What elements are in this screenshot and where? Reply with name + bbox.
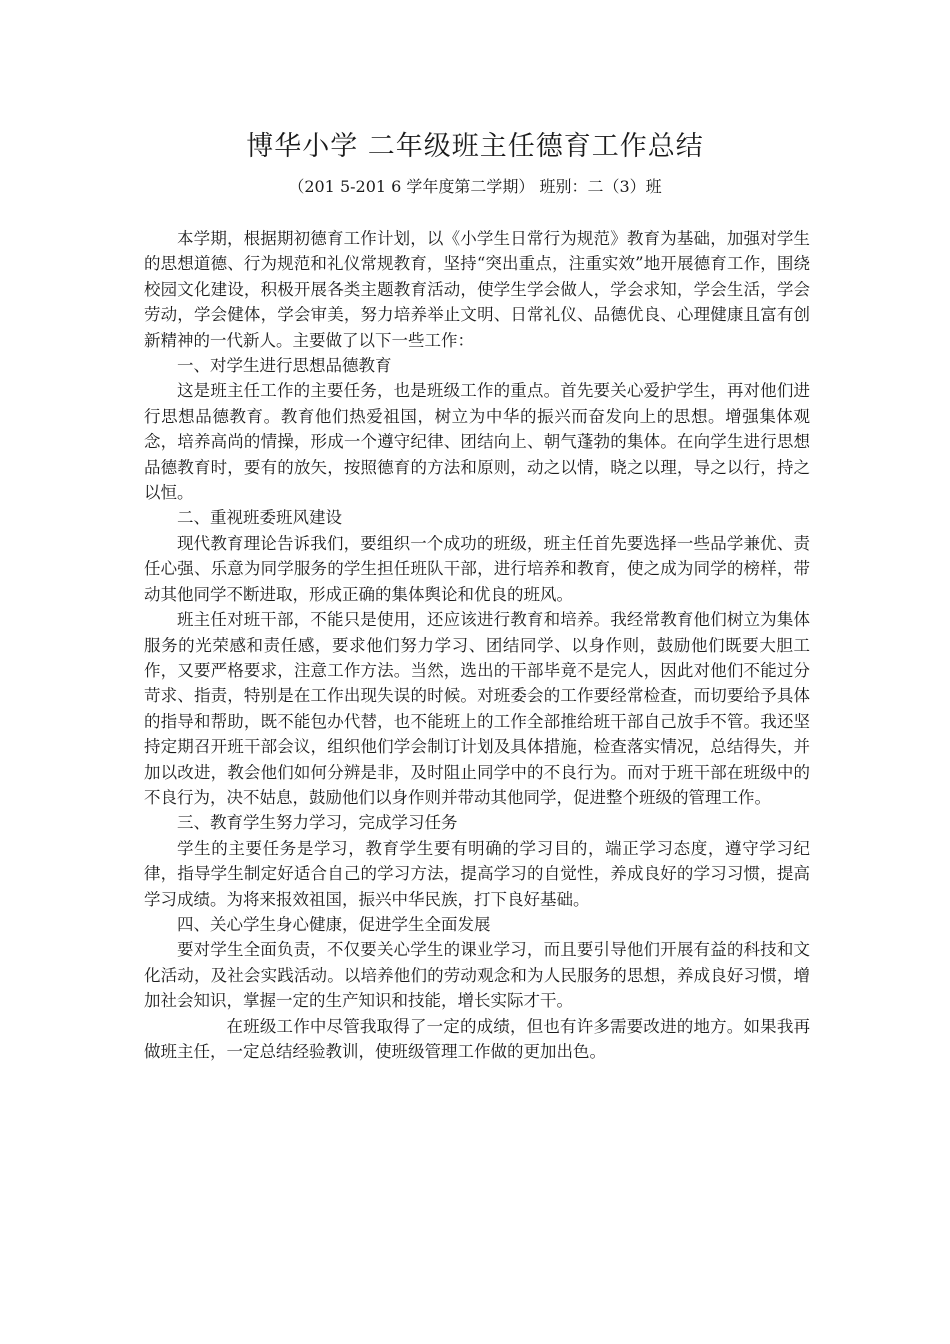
section-paragraph: 这是班主任工作的主要任务，也是班级工作的重点。首先要关心爱护学生，再对他们进行思想品德教育。教育他们热爱祖国，树立为中华的振兴而奋发向上的思想。增强集体观念，培养高尚的情操，形成一个遵守纪律、团结向上、朝气蓬勃的集体。在向学生进行思想品德教育时，要有的放矢，按照德育的方法和原则，动之以情，晓之以理，导之以行，持之以恒。: [144, 381, 810, 503]
document-title: 博华小学 二年级班主任德育工作总结: [246, 131, 704, 162]
section-paragraph: 现代教育理论告诉我们，要组织一个成功的班级，班主任首先要选择一些品学兼优、责任心强、乐意为同学服务的学生担任班队干部，进行培养和教育，使之成为同学的榜样，带动其他同学不断进取，形成正确的集体舆论和优良的班风。: [144, 533, 810, 604]
document-body: [144, 226, 810, 1064]
section-paragraph: 学生的主要任务是学习，教育学生要有明确的学习目的，端正学习态度，遵守学习纪律，指导学生制定好适合自己的学习方法，提高学习的自觉性，养成良好的学习习惯，提高学习成绩。为将来报效祖国，振兴中华民族，打下良好基础。: [144, 838, 810, 909]
section-heading: 一、对学生进行思想品德教育: [177, 356, 392, 376]
section-paragraph: 班主任对班干部，不能只是使用，还应该进行教育和培养。我经常教育他们树立为集体服务的光荣感和责任感，要求他们努力学习、团结同学、以身作则，鼓励他们既要大胆工作，又要严格要求，注意工作方法。当然，选出的干部毕竟不是完人，因此对他们不能过分苛求、指责，特别是在工作出现失误的时候。对班委会的工作要经常检查，而切要给予具体的指导和帮助，既不能包办代替，也不能班上的工作全部推给班干部自己放手不管。我还坚持定期召开班干部会议，组织他们学会制订计划及具体措施，检查落实情况，总结得失，并加以改进，教会他们如何分辨是非，及时阻止同学中的不良行为。而对于班干部在班级中的不良行为，决不姑息，鼓励他们以身作则并带动其他同学，促进整个班级的管理工作。: [144, 610, 810, 807]
conclusion-paragraph: 在班级工作中尽管我取得了一定的成绩，但也有许多需要改进的地方。如果我再做班主任，一定总结经验教训，使班级管理工作做的更加出色。: [144, 1016, 810, 1061]
section-heading: 四、关心学生身心健康，促进学生全面发展: [177, 914, 491, 934]
section-heading: 二、重视班委班风建设: [177, 508, 342, 528]
document-subtitle: （201 5-201 6 学年度第二学期） 班别：二（3）班: [288, 177, 662, 196]
section-heading: 三、教育学生努力学习，完成学习任务: [177, 813, 458, 833]
section-paragraph: 要对学生全面负责，不仅要关心学生的课业学习，而且要引导他们开展有益的科技和文化活动，及社会实践活动。以培养他们的劳动观念和为人民服务的思想，养成良好习惯，增加社会知识，掌握一定的生产知识和技能，增长实际才干。: [144, 940, 810, 1011]
intro-paragraph: 本学期，根据期初德育工作计划，以《小学生日常行为规范》教育为基础，加强对学生的思想道德、行为规范和礼仪常规教育，坚持“突出重点，注重实效”地开展德育工作，围绕校园文化建设，积极开展各类主题教育活动，使学生学会做人，学会求知，学会生活，学会劳动，学会健体，学会审美，努力培养举止文明、日常礼仪、品德优良、心理健康且富有创新精神的一代新人。主要做了以下一些工作：: [144, 229, 810, 350]
